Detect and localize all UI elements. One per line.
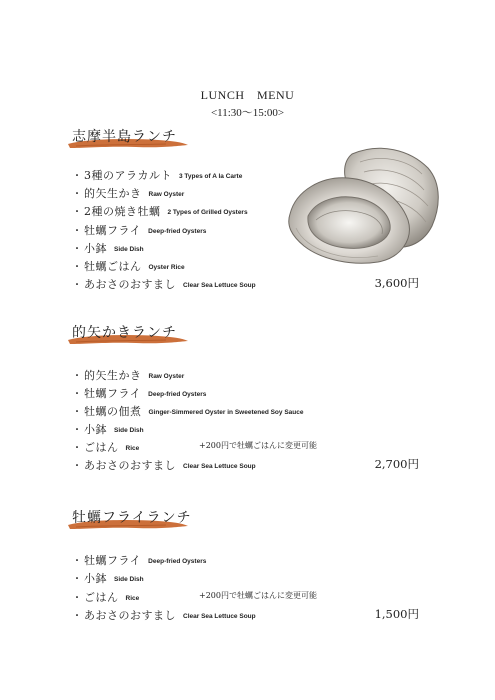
bullet-dot: ・	[72, 407, 82, 418]
section-title	[72, 126, 177, 146]
oyster-illustration	[282, 142, 442, 266]
menu-title: LUNCH MENU	[200, 88, 295, 102]
section-price: 2,700円	[374, 457, 419, 471]
bullet-dot: ・	[72, 371, 82, 382]
section-title	[72, 507, 192, 527]
item-name-jp: 牡蠣フライ	[84, 223, 142, 237]
bullet-dot: ・	[72, 389, 82, 400]
item-name-en: Deep-fried Oysters	[148, 227, 207, 235]
item-name-en: Side Dish	[114, 576, 144, 584]
item-name-jp: ごはん	[84, 441, 119, 454]
item-name-en: Rice	[125, 445, 140, 452]
bullet-dot: ・	[72, 280, 82, 292]
item-name-en: 3 Types of A la Carte	[179, 173, 243, 180]
item-name-jp: 小鉢	[84, 423, 107, 436]
menu-item	[72, 202, 248, 218]
item-name-jp: 牡蠣ごはん	[84, 260, 142, 273]
menu-item	[72, 366, 184, 382]
menu-item	[72, 438, 139, 454]
item-name-en: Rice	[125, 594, 140, 602]
item-name-en: Clear Sea Lettuce Soup	[183, 613, 256, 621]
section-price: 3,600円	[374, 276, 419, 291]
item-name-jp: 3種のアラカルト	[84, 169, 172, 182]
section-title-text: 牡蠣フライランチ	[72, 510, 192, 526]
menu-item	[72, 456, 256, 472]
menu-item	[72, 275, 256, 291]
bullet-dot: ・	[72, 611, 82, 623]
menu-item	[72, 551, 206, 567]
menu-hours: <11:30〜15:00>	[210, 107, 285, 119]
bullet-dot: ・	[72, 574, 82, 586]
section-title-text: 志摩半島ランチ	[72, 129, 177, 145]
item-name-en: Deep-fried Oysters	[148, 391, 207, 398]
item-name-en: Deep-fried Oysters	[148, 558, 207, 565]
item-note: +200円で牡蠣ごはんに変更可能	[199, 590, 317, 600]
item-name-jp: 小鉢	[84, 241, 107, 255]
item-name-en: Raw Oyster	[148, 373, 185, 380]
section-title-text: 的矢かきランチ	[72, 325, 177, 341]
bullet-dot: ・	[72, 243, 82, 255]
bullet-dot: ・	[72, 262, 82, 273]
menu-item	[72, 221, 206, 237]
item-name-en: Clear Sea Lettuce Soup	[183, 282, 256, 290]
menu-item	[72, 606, 256, 622]
item-name-jp: あおさのおすまし	[84, 609, 176, 623]
bullet-dot: ・	[72, 443, 82, 454]
section-price: 1,500円	[374, 607, 419, 622]
menu-item	[72, 239, 144, 255]
bullet-dot: ・	[72, 425, 82, 436]
menu-item	[72, 402, 303, 418]
item-name-en: Ginger-Simmered Oyster in Sweetened Soy Sauce	[148, 409, 304, 416]
menu-item	[72, 184, 184, 200]
item-name-jp: 牡蠣フライ	[84, 554, 142, 567]
menu-item	[72, 588, 139, 604]
item-name-en: Side Dish	[114, 245, 144, 253]
item-name-jp: あおさのおすまし	[84, 459, 176, 472]
bullet-dot: ・	[72, 592, 82, 604]
item-name-en: Side Dish	[114, 427, 144, 434]
bullet-dot: ・	[72, 225, 82, 237]
item-name-jp: 小鉢	[84, 572, 107, 586]
section-title	[72, 322, 177, 342]
item-name-jp: 的矢生かき	[84, 369, 142, 382]
item-name-jp: 的矢生かき	[84, 187, 142, 201]
item-name-en: Oyster Rice	[148, 264, 185, 271]
item-name-jp: ごはん	[84, 590, 119, 604]
bullet-dot: ・	[72, 556, 82, 567]
bullet-dot: ・	[72, 171, 82, 182]
menu-item	[72, 569, 144, 585]
menu-item	[72, 257, 185, 273]
item-name-jp: 牡蠣の佃煮	[84, 405, 142, 418]
item-name-en: Clear Sea Lettuce Soup	[183, 463, 256, 470]
item-note: +200円で牡蠣ごはんに変更可能	[199, 441, 317, 450]
bullet-dot: ・	[72, 207, 82, 219]
menu-item	[72, 384, 206, 400]
menu-item	[72, 166, 242, 182]
menu-item	[72, 420, 144, 436]
item-name-jp: 2種の焼き牡蠣	[84, 205, 161, 219]
item-name-en: 2 Types of Grilled Oysters	[167, 209, 248, 217]
item-name-jp: 牡蠣フライ	[84, 387, 142, 400]
bullet-dot: ・	[72, 189, 82, 201]
item-name-jp: あおさのおすまし	[84, 278, 176, 292]
bullet-dot: ・	[72, 461, 82, 472]
item-name-en: Raw Oyster	[148, 191, 185, 199]
